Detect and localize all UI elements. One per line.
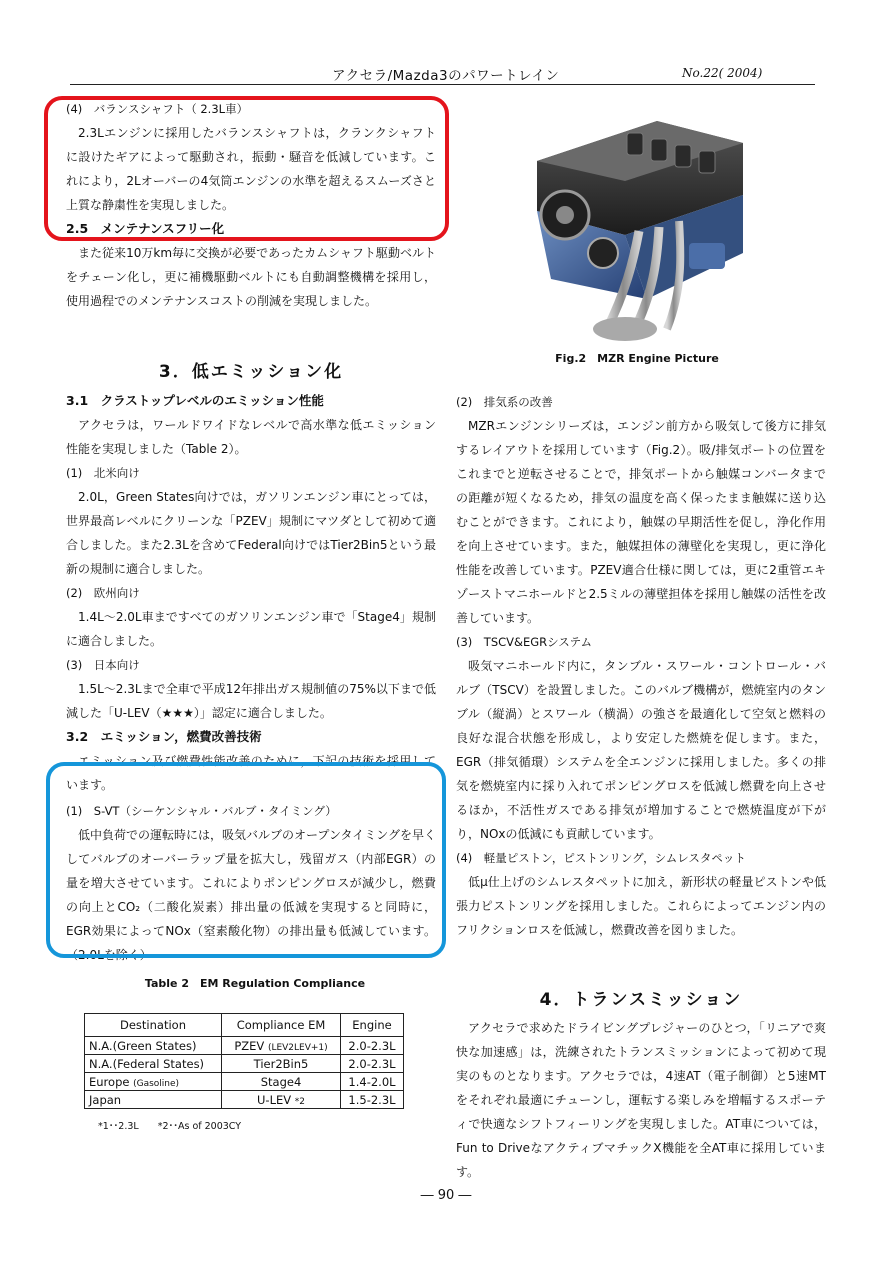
table-row	[85, 1073, 404, 1091]
heading-japan: (3) 日本向け	[66, 658, 140, 672]
table-header-row	[85, 1014, 404, 1037]
table-footnote: *1･･2.3L *2･･As of 2003CY	[98, 1121, 242, 1132]
heading-3-1: 3.1 クラストップレベルのエミッション性能	[66, 393, 324, 408]
cell-compliance-em: Tier2Bin5	[222, 1055, 341, 1073]
right-column-block	[456, 390, 826, 942]
section-3-title: 3．低エミッション化	[158, 362, 344, 382]
table-2-caption: Table 2 EM Regulation Compliance	[144, 977, 366, 990]
cell-engine: 1.4-2.0L	[341, 1073, 404, 1091]
cell-engine: 2.0-2.3L	[341, 1037, 404, 1055]
para-piston: 低μ仕上げのシムレスタペットに加え，新形状の軽量ピストンや低張力ピストンリングを採用しました。これらによってエンジン内のフリクションロスを低減し，燃費改善を図りました。	[456, 875, 826, 937]
para-north-america: 2.0L，Green States向けでは，ガソリンエンジン車にとっては，世界最高レベルにクリーンな「PZEV」規制にマツダとして初めて適合しました。また2.3Lを含めてFederal向けではTier2Bin5という最新の規制に適合しました。	[66, 490, 436, 576]
col-header-destination: Destination	[85, 1014, 222, 1037]
para-japan: 1.5L～2.3Lまで全車で平成12年排出ガス規制値の75%以下まで低減した「U-LEV（★★★）」認定に適合しました。	[66, 682, 436, 720]
cell-compliance-em: PZEV (LEV2LEV+1)	[222, 1037, 341, 1055]
para-3-1: アクセラは，ワールドワイドなレベルで高水準な低エミッション性能を実現しました（Table 2）。	[66, 418, 436, 456]
page-number: ― 90 ―	[420, 1188, 472, 1203]
heading-3-2: 3.2 エミッション，燃費改善技術	[66, 729, 262, 744]
cell-engine: 1.5-2.3L	[341, 1091, 404, 1109]
cell-destination: N.A.(Federal States)	[85, 1055, 222, 1073]
col-header-compliance-em: Compliance EM	[222, 1014, 341, 1037]
para-s-vt: 低中負荷での運転時には，吸気バルブのオープンタイミングを早くしてバルブのオーバーラップ量を拡大し，残留ガス（内部EGR）の量を増大させています。これによりポンピングロスが減少し，燃費の向上とCO₂（二酸化炭素）排出量の低減を実現すると同時に，EGR効果によってNOx（窒素酸化物）の排出量も低減しています。（2.0Lを除く）	[66, 828, 436, 962]
cell-destination: Japan	[85, 1091, 222, 1109]
para-balance-shaft: 2.3Lエンジンに採用したバランスシャフトは，クランクシャフトに設けたギアによって駆動され，振動・騒音を低減しています。これにより，2Lオーバーの4気筒エンジンの水準を超えるスムーズさと上質な静粛性を実現しました。	[66, 126, 436, 212]
issue-number: No.22( 2004)	[682, 66, 763, 80]
em-regulation-table	[84, 1013, 404, 1109]
para-europe: 1.4L～2.0L車まですべてのガソリンエンジン車で「Stage4」規制に適合しました。	[66, 610, 436, 648]
table-row	[85, 1055, 404, 1073]
cell-destination: Europe (Gasoline)	[85, 1073, 222, 1091]
cell-destination: N.A.(Green States)	[85, 1037, 222, 1055]
para-transmission: アクセラで求めたドライビングプレジャーのひとつ，「リニアで爽快な加速感」は，洗練されたトランスミッションによって初めて現実のものとなります。アクセラでは，4速AT（電子制御）と5速MTをそれぞれ最適にチューンし，運転する楽しみを増幅するスポーティで快適なシフトフィーリングを実現しました。AT車については，Fun to DriveなアクティブマチックX機能を全AT車に採用しています。	[456, 1021, 826, 1179]
heading-exhaust: (2) 排気系の改善	[456, 395, 553, 409]
heading-north-america: (1) 北米向け	[66, 466, 140, 480]
header-rule	[70, 84, 815, 85]
table-row	[85, 1037, 404, 1055]
para-exhaust: MZRエンジンシリーズは，エンジン前方から吸気して後方に排気するレイアウトを採用しています（Fig.2）。吸/排気ポートの位置をこれまでと逆転させることで，排気ポートから触媒コンバータまでの距離が短くなるため，排気の温度を高く保ったまま触媒に送り込むことができます。これにより，触媒の早期活性を促し，浄化作用を向上させています。また，触媒担体の薄壁化を実現し，更に浄化性能を改善しています。PZEV適合仕様に関しては，更に2重管エキゾーストマニホールドと2.5ミルの薄壁担体を採用し触媒の活性を改善しています。	[456, 419, 826, 625]
figure-2-caption: Fig.2 MZR Engine Picture	[555, 352, 719, 365]
cell-compliance-em: Stage4	[222, 1073, 341, 1091]
table-row	[85, 1091, 404, 1109]
para-3-2: エミッション及び燃費性能改善のために，下記の技術を採用しています。	[66, 754, 436, 792]
heading-balance-shaft: (4) バランスシャフト（ 2.3L車）	[66, 102, 249, 116]
heading-piston: (4) 軽量ピストン，ピストンリング，シムレスタペット	[456, 851, 746, 865]
highlight-blue-box	[46, 762, 446, 958]
col-header-engine: Engine	[341, 1014, 404, 1037]
heading-tscv-egr: (3) TSCV&EGRシステム	[456, 635, 592, 649]
heading-europe: (2) 欧州向け	[66, 586, 140, 600]
para-tscv-egr: 吸気マニホールド内に，タンブル・スワール・コントロール・バルブ（TSCV）を設置しました。このバルブ機構が，燃焼室内のタンブル（縦渦）とスワール（横渦）の強さを最適化して空気と燃料の良好な混合状態を形成し，より安定した燃焼を促します。また，EGR（排気循環）システムを全エンジンに採用しました。多くの排気を燃焼室内に採り入れてポンピングロスを低減し燃費を向上させるほか，不活性ガスである排気が増加することで燃焼温度が下がり，NOxの低減にも貢献しています。	[456, 659, 826, 841]
engine-picture	[507, 103, 755, 343]
cell-engine: 2.0-2.3L	[341, 1055, 404, 1073]
running-header-title: アクセラ/Mazda3のパワートレイン	[332, 68, 560, 84]
section-4-block	[456, 1016, 826, 1184]
heading-s-vt: (1) S-VT（シーケンシャル・バルブ・タイミング）	[66, 804, 337, 818]
heading-maintenance-free: 2.5 メンテナンスフリー化	[66, 221, 225, 236]
highlight-red-box	[44, 96, 449, 241]
cell-compliance-em: U-LEV *2	[222, 1091, 341, 1109]
section-4-title: 4．トランスミッション	[539, 990, 743, 1010]
para-maintenance-free: また従来10万km毎に交換が必要であったカムシャフト駆動ベルトをチェーン化し，更に補機駆動ベルトにも自動調整機構を採用し，使用過程でのメンテナンスコストの削減を実現しました。	[66, 246, 436, 308]
